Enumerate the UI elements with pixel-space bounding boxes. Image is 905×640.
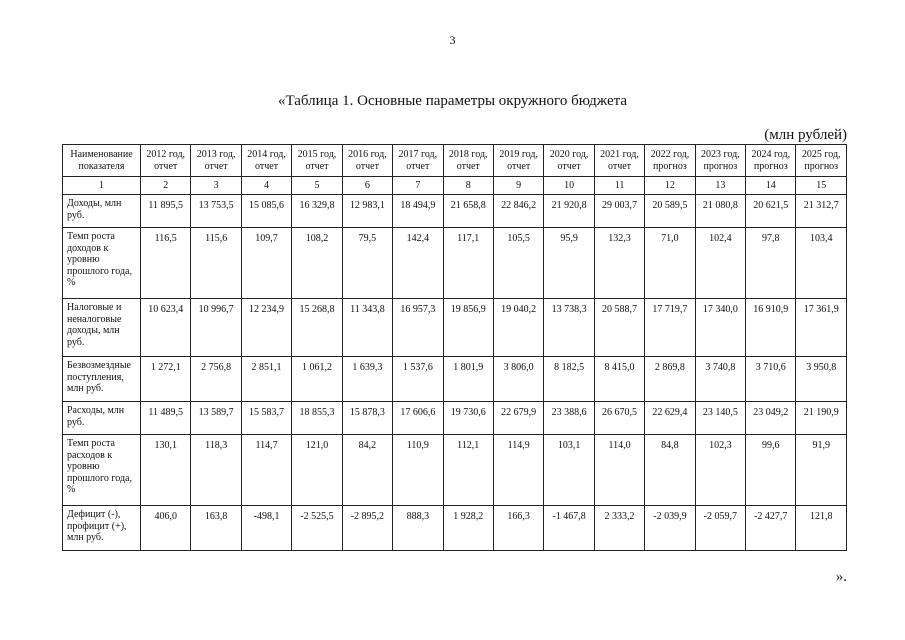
table-row-revenue <box>63 195 847 228</box>
table-cell: 109,7 <box>241 228 291 299</box>
header-year: 2024 год, прогноз <box>746 145 796 177</box>
table-cell: 2 869,8 <box>645 357 695 402</box>
table-cell: 22 679,9 <box>493 402 543 435</box>
table-row-grants <box>63 357 847 402</box>
table-title: «Таблица 1. Основные параметры окружного бюджета <box>277 93 628 109</box>
table-cell: 20 589,5 <box>645 195 695 228</box>
table-cell: -1 467,8 <box>544 506 594 551</box>
table-cell: 21 190,9 <box>796 402 847 435</box>
table-cell: 3 806,0 <box>493 357 543 402</box>
column-number: 8 <box>443 177 493 195</box>
header-year: 2025 год, прогноз <box>796 145 847 177</box>
table-cell: 12 983,1 <box>342 195 392 228</box>
table-cell: -2 427,7 <box>746 506 796 551</box>
table-cell: 132,3 <box>594 228 644 299</box>
table-cell: 3 950,8 <box>796 357 847 402</box>
table-cell: 26 670,5 <box>594 402 644 435</box>
table-cell: 114,7 <box>241 435 291 506</box>
table-cell: 1 639,3 <box>342 357 392 402</box>
column-number: 4 <box>241 177 291 195</box>
column-number-row <box>63 177 847 195</box>
table-cell: 20 588,7 <box>594 299 644 357</box>
table-cell: 1 928,2 <box>443 506 493 551</box>
table-cell: -498,1 <box>241 506 291 551</box>
table-cell: -2 039,9 <box>645 506 695 551</box>
table-cell: 19 040,2 <box>493 299 543 357</box>
column-number: 9 <box>493 177 543 195</box>
row-label: Налоговые и неналоговые доходы, млн руб. <box>63 299 141 357</box>
header-indicator-name: Наименование показателя <box>63 145 141 177</box>
table-cell: 22 629,4 <box>645 402 695 435</box>
row-label: Безвозмездные поступления, млн руб. <box>63 357 141 402</box>
header-year: 2013 год, отчет <box>191 145 241 177</box>
table-cell: 8 415,0 <box>594 357 644 402</box>
header-year: 2015 год, отчет <box>292 145 342 177</box>
closing-quote: ». <box>835 569 847 585</box>
table-cell: 11 343,8 <box>342 299 392 357</box>
header-year: 2018 год, отчет <box>443 145 493 177</box>
page-number: 3 <box>449 33 456 47</box>
table-cell: 1 537,6 <box>393 357 443 402</box>
table-cell: 17 606,6 <box>393 402 443 435</box>
column-number: 2 <box>141 177 191 195</box>
row-label: Доходы, млн руб. <box>63 195 141 228</box>
table-row-expenditure <box>63 402 847 435</box>
column-number: 3 <box>191 177 241 195</box>
table-cell: 103,4 <box>796 228 847 299</box>
table-cell: 15 878,3 <box>342 402 392 435</box>
table-cell: 15 268,8 <box>292 299 342 357</box>
table-cell: 17 340,0 <box>695 299 745 357</box>
table-cell: 1 801,9 <box>443 357 493 402</box>
table-cell: 102,3 <box>695 435 745 506</box>
header-year: 2019 год, отчет <box>493 145 543 177</box>
table-cell: 3 710,6 <box>746 357 796 402</box>
header-year: 2016 год, отчет <box>342 145 392 177</box>
budget-parameters-table <box>62 144 847 551</box>
column-number: 12 <box>645 177 695 195</box>
header-year: 2012 год, отчет <box>141 145 191 177</box>
table-cell: 21 658,8 <box>443 195 493 228</box>
table-cell: 8 182,5 <box>544 357 594 402</box>
table-cell: 20 621,5 <box>746 195 796 228</box>
column-number: 14 <box>746 177 796 195</box>
table-cell: 888,3 <box>393 506 443 551</box>
column-number: 10 <box>544 177 594 195</box>
table-cell: 11 895,5 <box>141 195 191 228</box>
table-cell: 99,6 <box>746 435 796 506</box>
table-cell: 29 003,7 <box>594 195 644 228</box>
table-cell: 16 329,8 <box>292 195 342 228</box>
table-cell: 84,2 <box>342 435 392 506</box>
table-cell: 114,9 <box>493 435 543 506</box>
header-year: 2023 год, прогноз <box>695 145 745 177</box>
row-label: Дефицит (-), профицит (+), млн руб. <box>63 506 141 551</box>
table-cell: 142,4 <box>393 228 443 299</box>
header-year: 2020 год, отчет <box>544 145 594 177</box>
row-label: Темп роста доходов к уровню прошлого года, % <box>63 228 141 299</box>
table-cell: 112,1 <box>443 435 493 506</box>
table-cell: 79,5 <box>342 228 392 299</box>
table-cell: 16 910,9 <box>746 299 796 357</box>
table-row-tax-revenue <box>63 299 847 357</box>
table-cell: 166,3 <box>493 506 543 551</box>
table-cell: 3 740,8 <box>695 357 745 402</box>
table-cell: 1 061,2 <box>292 357 342 402</box>
table-cell: 21 312,7 <box>796 195 847 228</box>
table-cell: 2 851,1 <box>241 357 291 402</box>
table-cell: 97,8 <box>746 228 796 299</box>
table-cell: -2 059,7 <box>695 506 745 551</box>
row-label: Темп роста расходов к уровню прошлого года, % <box>63 435 141 506</box>
header-year: 2021 год, отчет <box>594 145 644 177</box>
column-number: 5 <box>292 177 342 195</box>
table-cell: 22 846,2 <box>493 195 543 228</box>
table-cell: 110,9 <box>393 435 443 506</box>
table-cell: 23 388,6 <box>544 402 594 435</box>
table-cell: 2 756,8 <box>191 357 241 402</box>
table-cell: 12 234,9 <box>241 299 291 357</box>
table-cell: 91,9 <box>796 435 847 506</box>
table-cell: 10 996,7 <box>191 299 241 357</box>
table-cell: 18 494,9 <box>393 195 443 228</box>
table-cell: 102,4 <box>695 228 745 299</box>
table-cell: 103,1 <box>544 435 594 506</box>
table-cell: 19 856,9 <box>443 299 493 357</box>
table-cell: 118,3 <box>191 435 241 506</box>
table-cell: 16 957,3 <box>393 299 443 357</box>
table-cell: 163,8 <box>191 506 241 551</box>
column-number: 7 <box>393 177 443 195</box>
header-year: 2022 год, прогноз <box>645 145 695 177</box>
table-cell: 116,5 <box>141 228 191 299</box>
table-cell: 11 489,5 <box>141 402 191 435</box>
table-cell: 18 855,3 <box>292 402 342 435</box>
table-cell: 95,9 <box>544 228 594 299</box>
table-cell: 2 333,2 <box>594 506 644 551</box>
table-cell: -2 525,5 <box>292 506 342 551</box>
table-cell: 130,1 <box>141 435 191 506</box>
table-cell: 13 753,5 <box>191 195 241 228</box>
table-cell: 13 738,3 <box>544 299 594 357</box>
table-cell: 17 719,7 <box>645 299 695 357</box>
table-cell: 17 361,9 <box>796 299 847 357</box>
table-cell: 21 080,8 <box>695 195 745 228</box>
table-cell: 15 085,6 <box>241 195 291 228</box>
table-cell: 13 589,7 <box>191 402 241 435</box>
column-number: 15 <box>796 177 847 195</box>
table-cell: 71,0 <box>645 228 695 299</box>
table-cell: 84,8 <box>645 435 695 506</box>
table-cell: 23 140,5 <box>695 402 745 435</box>
column-number: 1 <box>63 177 141 195</box>
row-label: Расходы, млн руб. <box>63 402 141 435</box>
table-cell: 121,0 <box>292 435 342 506</box>
table-cell: 121,8 <box>796 506 847 551</box>
table-row-deficit-surplus <box>63 506 847 551</box>
table-cell: 10 623,4 <box>141 299 191 357</box>
table-cell: 21 920,8 <box>544 195 594 228</box>
table-cell: 117,1 <box>443 228 493 299</box>
table-cell: 105,5 <box>493 228 543 299</box>
table-cell: 23 049,2 <box>746 402 796 435</box>
table-cell: 406,0 <box>141 506 191 551</box>
header-year: 2017 год, отчет <box>393 145 443 177</box>
table-cell: 19 730,6 <box>443 402 493 435</box>
table-row-expenditure-growth <box>63 435 847 506</box>
table-cell: 108,2 <box>292 228 342 299</box>
table-cell: 1 272,1 <box>141 357 191 402</box>
table-cell: -2 895,2 <box>342 506 392 551</box>
table-row-revenue-growth <box>63 228 847 299</box>
table-cell: 114,0 <box>594 435 644 506</box>
units-label: (млн рублей) <box>764 127 847 143</box>
column-number: 13 <box>695 177 745 195</box>
table-header-row <box>63 145 847 177</box>
header-year: 2014 год, отчет <box>241 145 291 177</box>
column-number: 11 <box>594 177 644 195</box>
column-number: 6 <box>342 177 392 195</box>
table-cell: 15 583,7 <box>241 402 291 435</box>
table-cell: 115,6 <box>191 228 241 299</box>
